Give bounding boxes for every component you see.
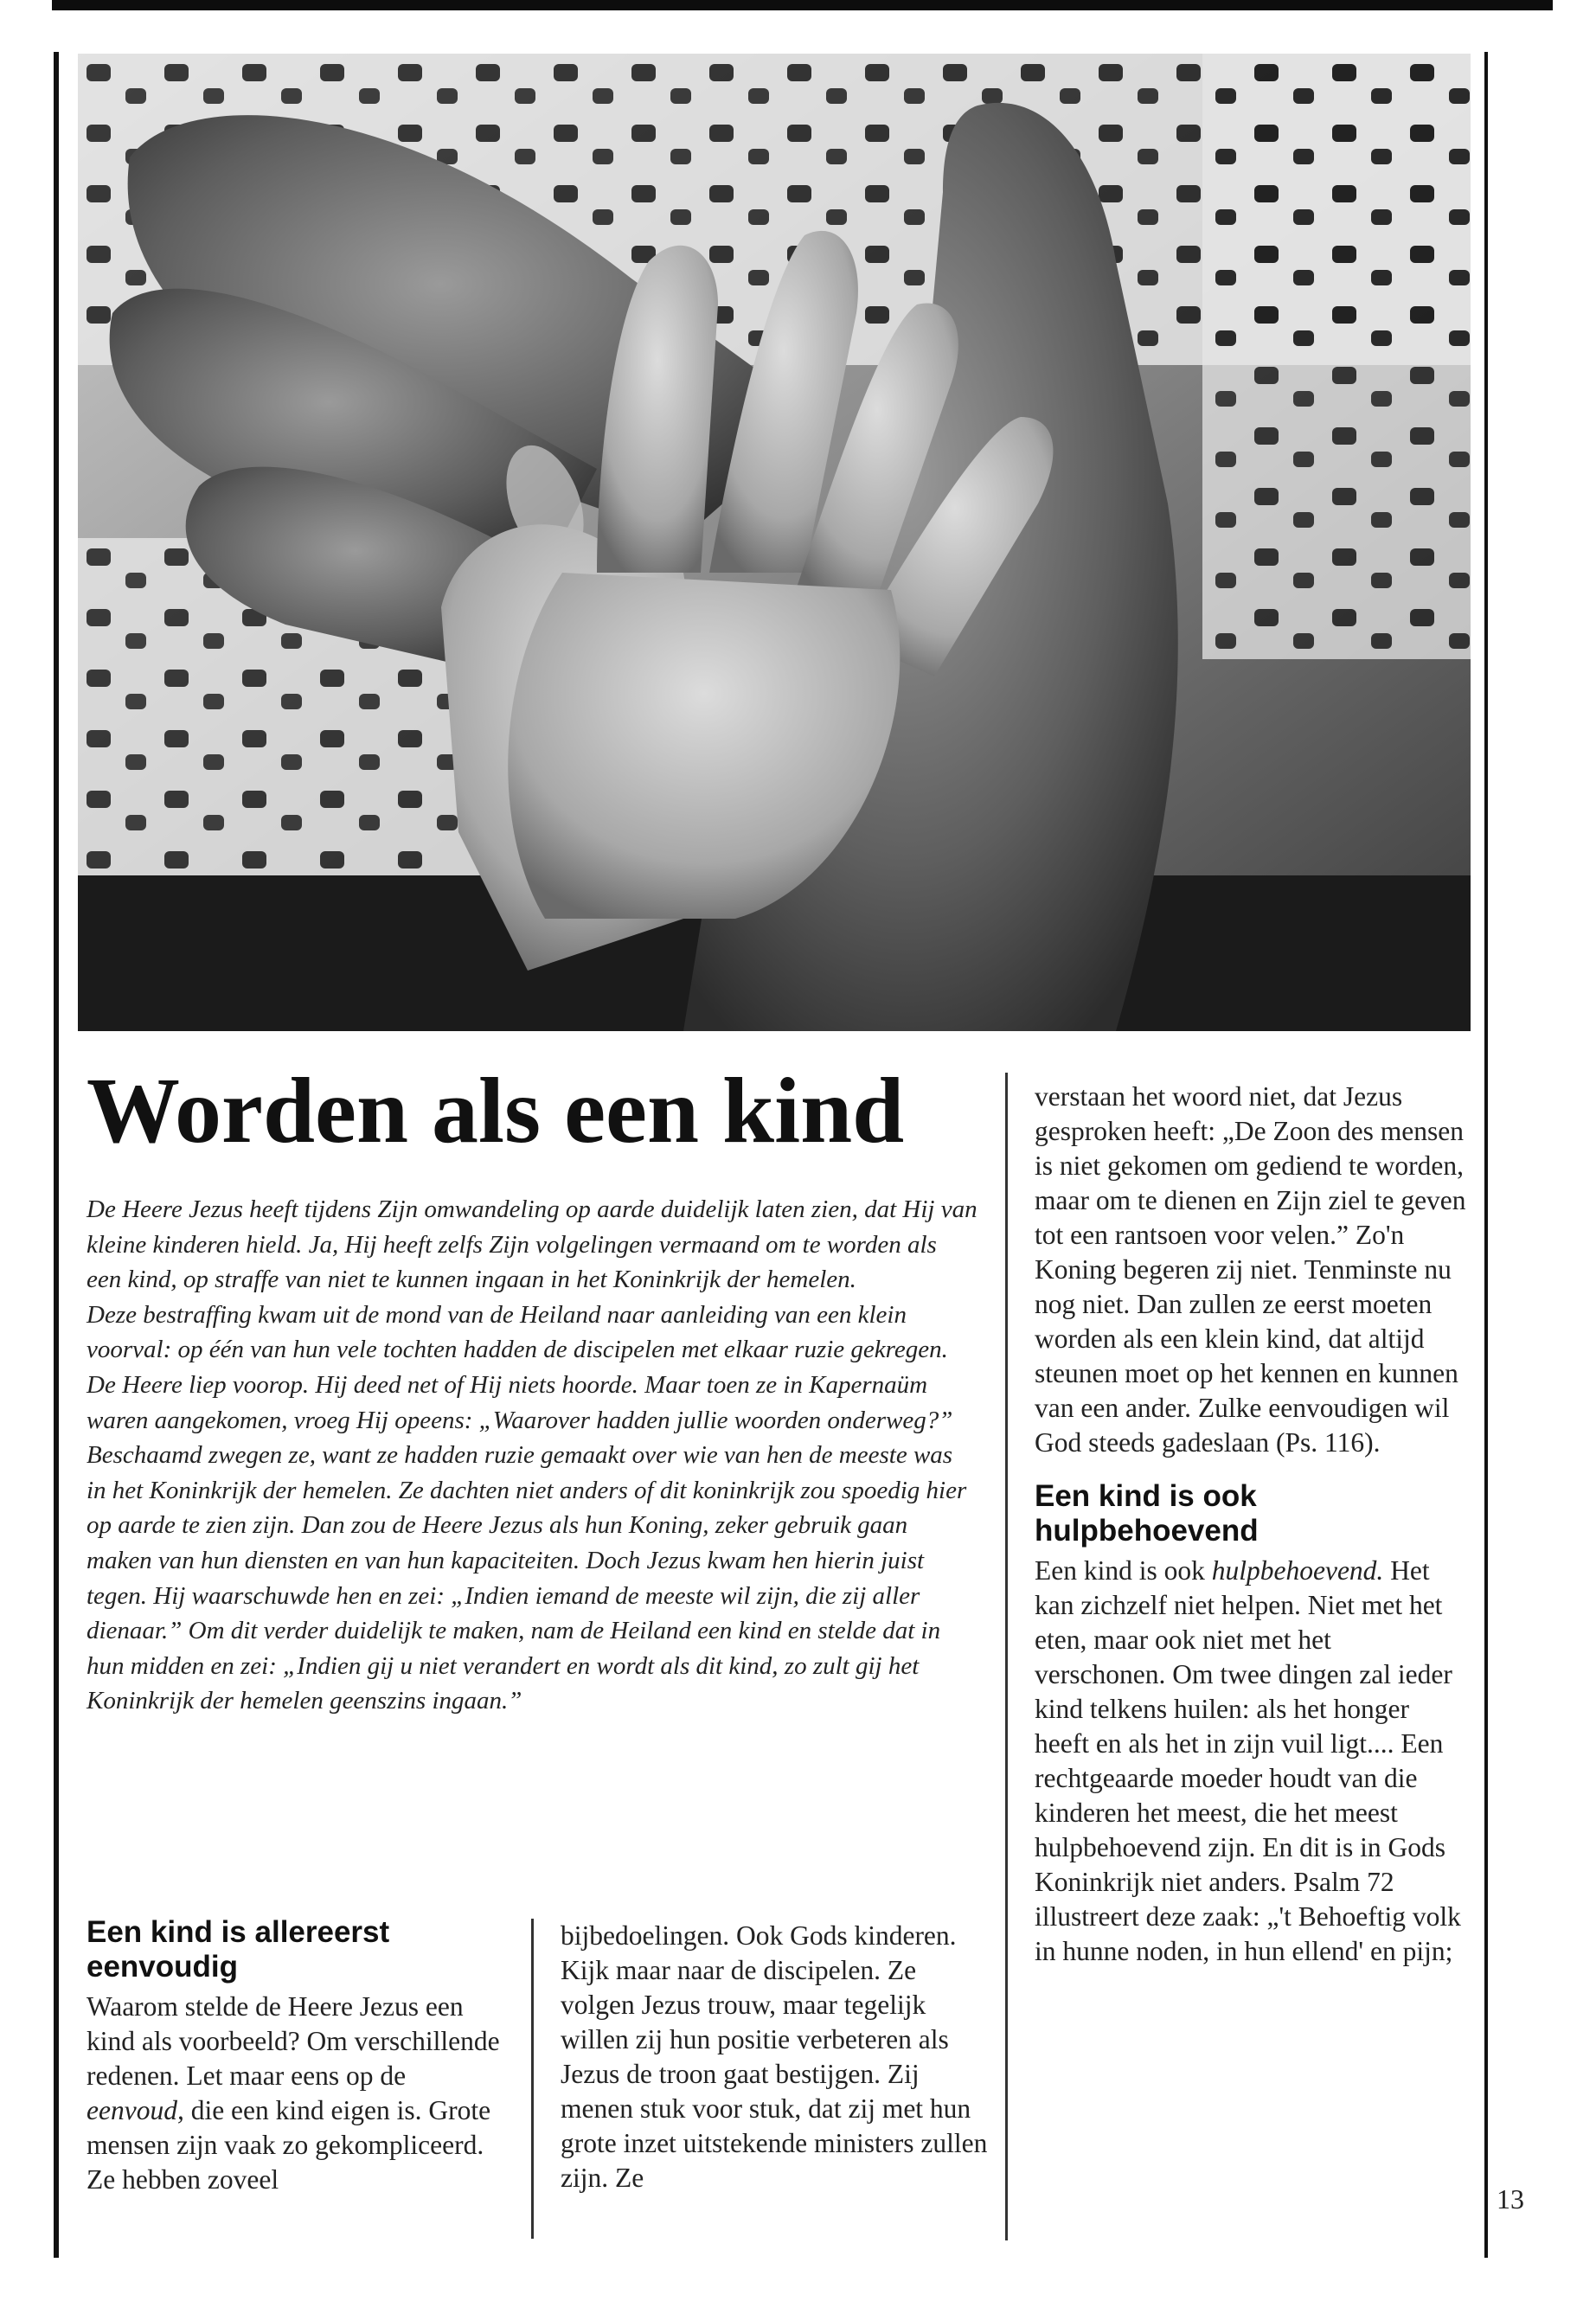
page-number: 13 <box>1497 2183 1524 2214</box>
body-text: Waarom stelde de Heere Jezus een kind als voorbeeld? Om verschillende redenen. Let maar eens op de <box>87 1991 500 2091</box>
body-paragraph: verstaan het woord niet, dat Jezus gesproken heeft: „De Zoon des mensen is niet gekomen om gediend te worden, maar om te dienen en Zijn ziel te geven tot een rantsoen voor velen.” Zo'n Koning begeren zij niet. Tenminste nu nog niet. Dan zullen ze eerst moeten worden als een klein kind, dat altijd steunen moet op het kennen en kunnen van een ander. Zulke eenvoudigen wil God steeds gadeslaan (Ps. 116). <box>1035 1081 1466 1458</box>
body-text: Het kan zichzelf niet helpen. Niet met het eten, maar ook niet met het verschonen. Om twee dingen zal ieder kind telkens huilen: als het honger heeft en als het in zijn vuil ligt.... Een rechtgeaarde moeder houdt van die kinderen het meest, die het meest hulpbehoevend zijn. En dit is in Gods Koninkrijk niet anders. Psalm 72 illustreert deze zaak: „'t Behoeftig volk in hunne noden, in hun ellend' en pijn; <box>1035 1555 1461 1966</box>
intro-paragraph: Deze bestraffing kwam uit de mond van de Heiland naar aanleiding van een klein voorval: op één van hun vele tochten hadden de discipelen met elkaar ruzie gekregen. De Heere liep voorop. Hij deed net of Hij niets hoorde. Maar toen ze in Kapernaüm waren aangekomen, vroeg Hij opeens: „Waarover hadden jullie woorden onderweg?” Beschaamd zwegen ze, want ze hadden ruzie gemaakt over wie van hen de meeste was in het Koninkrijk der hemelen. Ze dachten niet anders of dit koninkrijk zou spoedig hier op aarde te zien zijn. Dan zou de Heere Jezus als hun Koning, zeker gebruik gaan maken van hun diensten en van hun kapaciteiten. Doch Jezus kwam hen hierin juist tegen. Hij waarschuwde hen en zei: „Indien iemand de meeste wil zijn, die zij aller dienaar.” Om dit verder duidelijk te maken, nam de Heiland een kind en stelde dat in hun midden en zei: „Indien gij u niet verandert en wordt als dit kind, zo zult gij het Koninkrijk der hemelen geenszins ingaan.” <box>87 1300 967 1715</box>
text-column-right <box>1035 1080 1467 1969</box>
column-divider <box>1005 1073 1008 2240</box>
emphasis: hulpbehoevend. <box>1211 1555 1384 1586</box>
hands-photo <box>78 54 1471 1031</box>
article-intro <box>87 1192 977 1719</box>
text-column-middle <box>561 1919 993 2195</box>
hands-illustration <box>78 54 1471 1031</box>
right-margin-rule <box>1484 52 1488 2258</box>
intro-paragraph: De Heere Jezus heeft tijdens Zijn omwandeling op aarde duidelijk laten zien, dat Hij van kleine kinderen hield. Ja, Hij heeft zelfs Zijn volgelingen vermaand om te worden als een kind, op straffe van niet te kunnen ingaan in het Koninkrijk der hemelen. <box>87 1195 977 1294</box>
body-paragraph: bijbedoelingen. Ook Gods kinderen. Kijk maar naar de discipelen. Ze volgen Jezus trouw, maar tegelijk willen zij hun positie verbeteren als Jezus de troon gaat bestijgen. Zij menen stuk voor stuk, dat zij met hun grote inzet uitstekende ministers zullen zijn. Ze <box>561 1920 988 2193</box>
body-text: die een kind eigen is. Grote mensen zijn vaak zo gekompliceerd. Ze hebben zoveel <box>87 2095 491 2195</box>
body-text: Een kind is ook <box>1035 1555 1212 1586</box>
section-heading: Een kind is ook hulpbehoevend <box>1035 1479 1259 1548</box>
body-paragraph <box>87 1990 502 2197</box>
emphasis: eenvoud, <box>87 2095 184 2125</box>
top-rule <box>52 0 1553 10</box>
section-heading: Een kind is allereerst eenvoudig <box>87 1915 390 1984</box>
article-title: Worden als een kind <box>87 1060 905 1163</box>
text-column-left <box>87 1915 502 2197</box>
left-margin-rule <box>54 52 59 2258</box>
body-paragraph <box>1035 1554 1467 1969</box>
column-divider <box>531 1919 534 2239</box>
